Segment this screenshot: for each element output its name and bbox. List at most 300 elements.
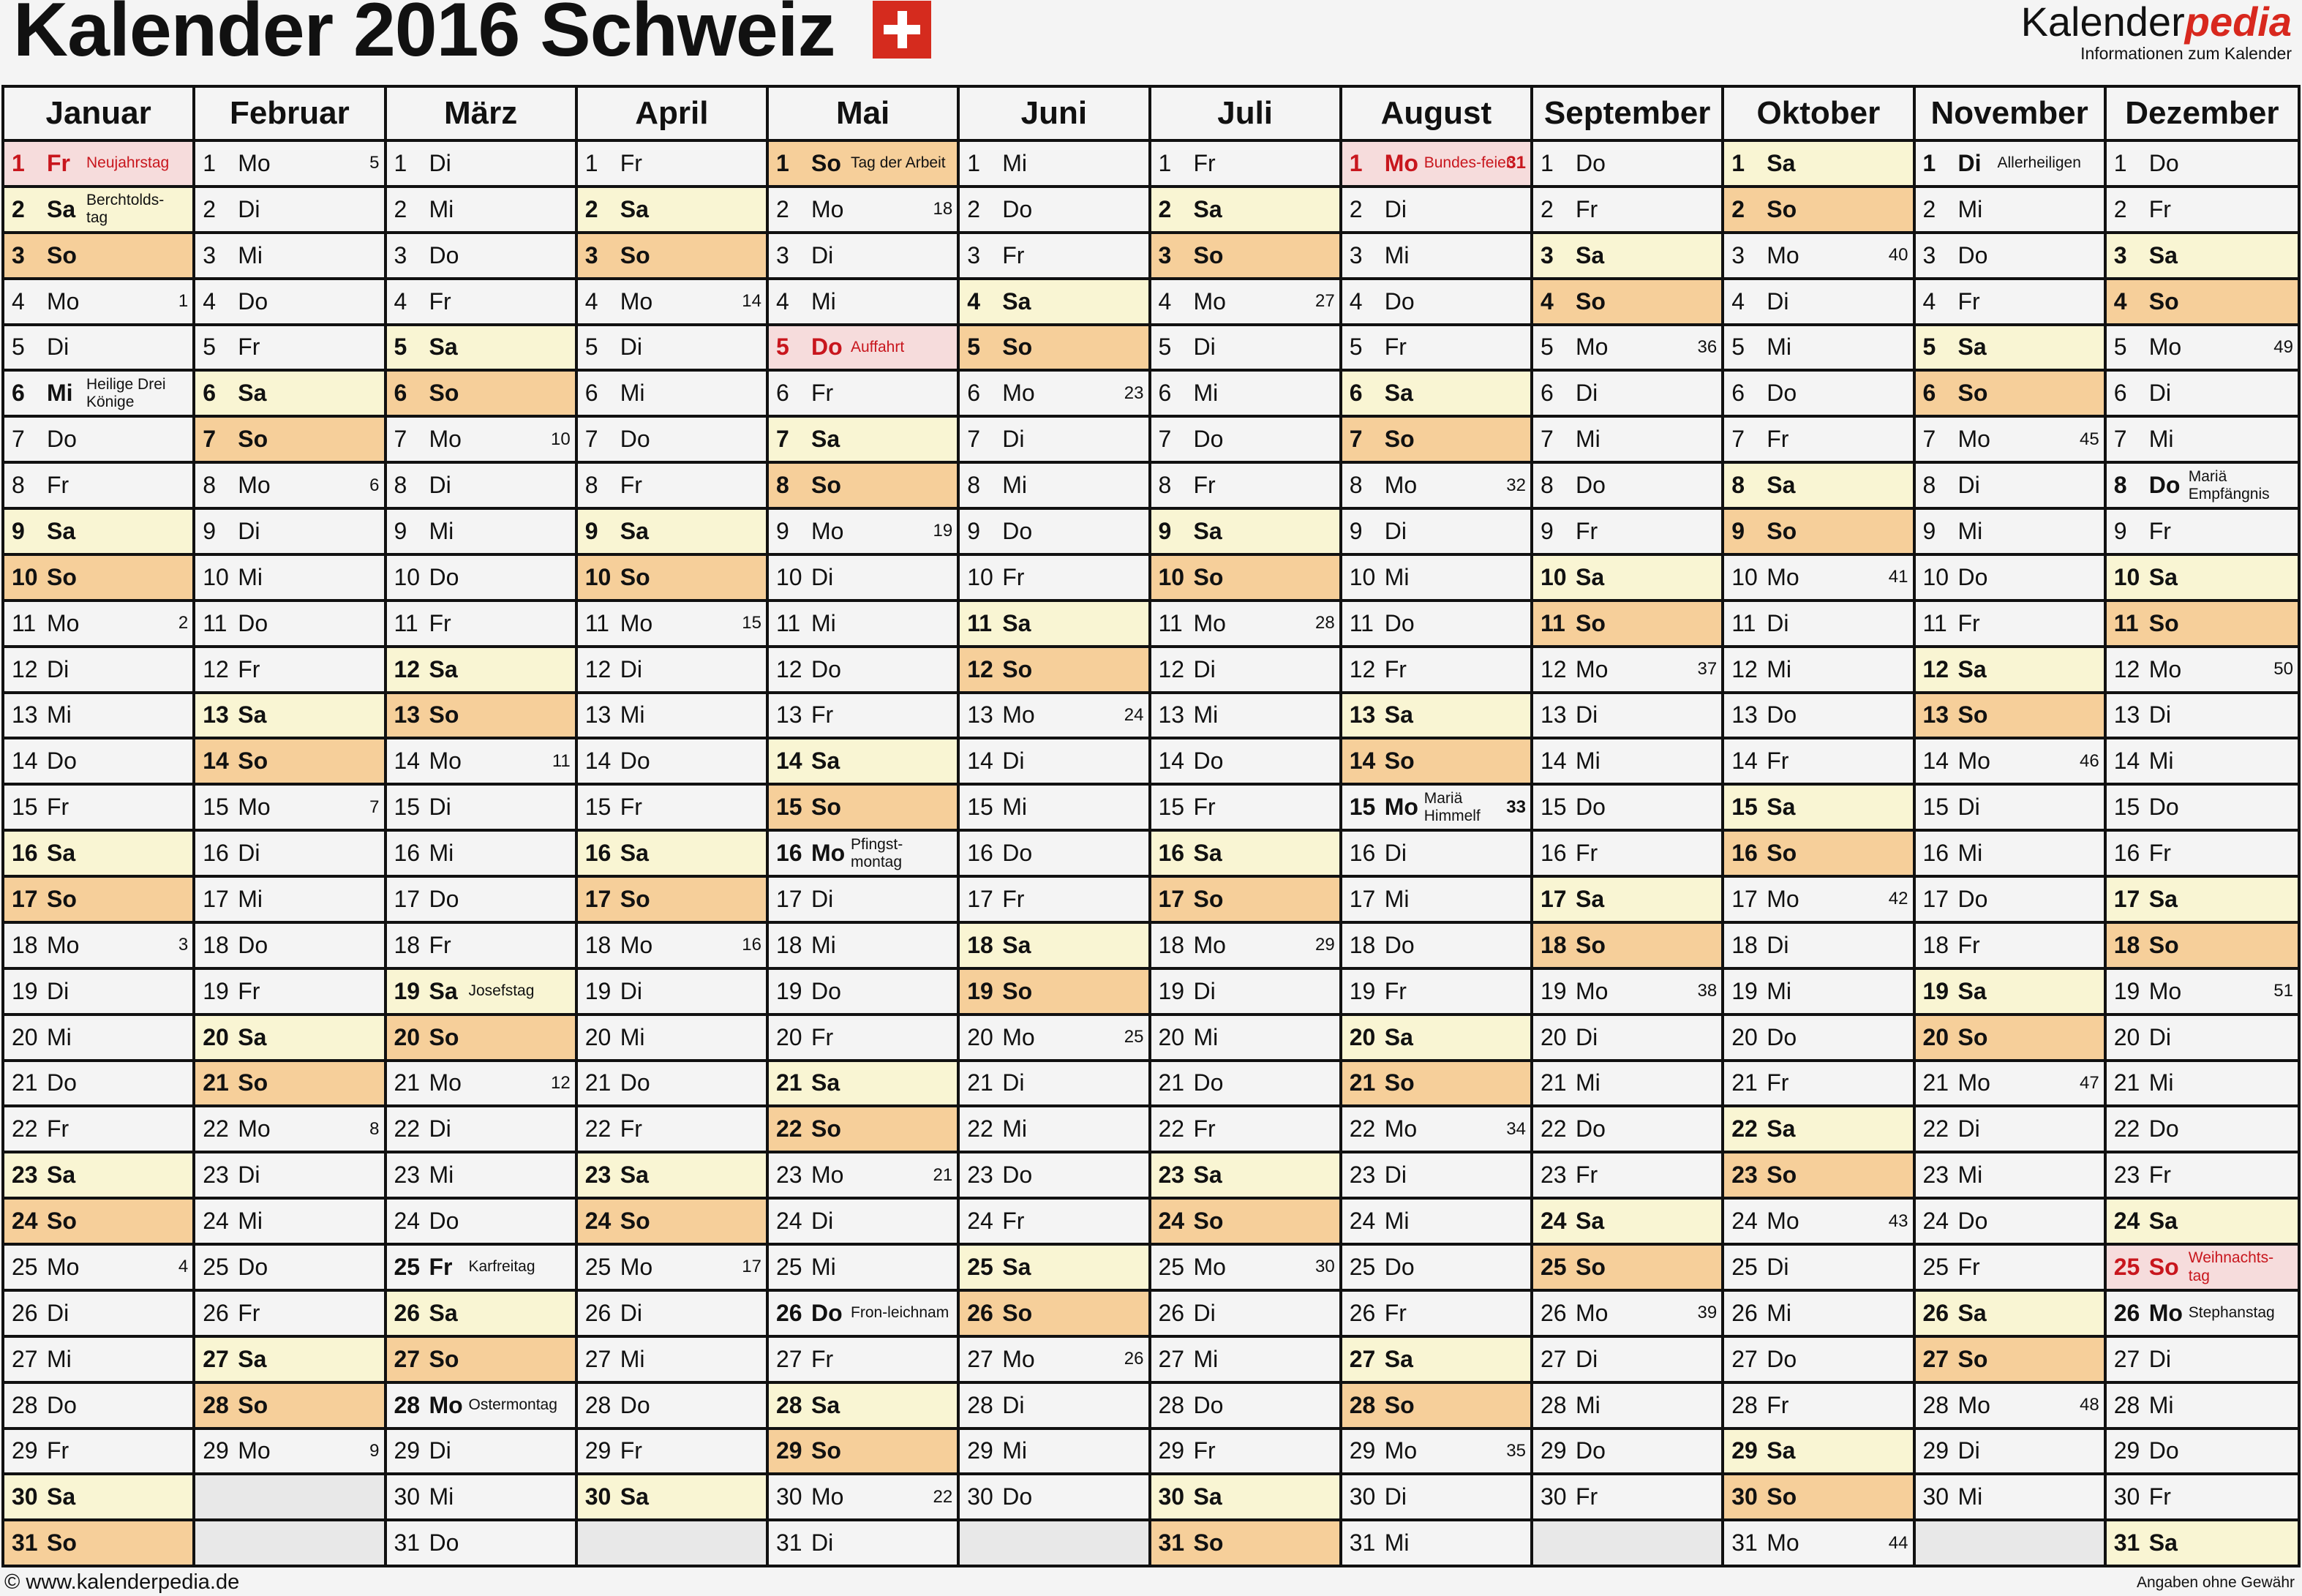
day-cell[interactable] xyxy=(4,1475,192,1521)
day-cell[interactable] xyxy=(1724,1062,1912,1108)
day-cell[interactable] xyxy=(4,372,192,418)
day-cell[interactable] xyxy=(960,188,1148,234)
day-cell[interactable] xyxy=(4,1016,192,1062)
day-cell[interactable] xyxy=(769,924,957,970)
day-cell[interactable] xyxy=(1533,1246,1721,1292)
day-cell[interactable] xyxy=(1151,970,1339,1016)
day-cell[interactable] xyxy=(1916,418,2104,464)
day-cell[interactable] xyxy=(387,464,575,510)
day-cell[interactable] xyxy=(195,326,383,372)
day-cell[interactable] xyxy=(578,556,766,602)
day-cell[interactable] xyxy=(1916,142,2104,188)
day-cell[interactable] xyxy=(1342,280,1530,326)
day-cell[interactable] xyxy=(1533,878,1721,924)
day-cell[interactable] xyxy=(1916,280,2104,326)
day-cell[interactable] xyxy=(960,648,1148,694)
day-cell[interactable] xyxy=(387,188,575,234)
day-cell[interactable] xyxy=(195,602,383,648)
day-cell[interactable] xyxy=(1342,1062,1530,1108)
day-cell[interactable] xyxy=(1724,1200,1912,1246)
day-cell[interactable] xyxy=(960,372,1148,418)
day-cell[interactable] xyxy=(769,1200,957,1246)
day-cell[interactable] xyxy=(1533,786,1721,832)
day-cell[interactable] xyxy=(387,832,575,878)
day-cell[interactable] xyxy=(1342,1430,1530,1476)
day-cell[interactable] xyxy=(769,832,957,878)
day-cell[interactable] xyxy=(769,739,957,786)
day-cell[interactable] xyxy=(1724,1521,1912,1565)
day-cell[interactable] xyxy=(578,648,766,694)
day-cell[interactable] xyxy=(1916,786,2104,832)
day-cell[interactable] xyxy=(1724,694,1912,740)
day-cell[interactable] xyxy=(1533,1107,1721,1153)
day-cell[interactable] xyxy=(1916,1153,2104,1200)
day-cell[interactable] xyxy=(4,280,192,326)
day-cell[interactable] xyxy=(1151,786,1339,832)
day-cell[interactable] xyxy=(1916,1200,2104,1246)
day-cell[interactable] xyxy=(578,510,766,556)
day-cell[interactable] xyxy=(1916,464,2104,510)
day-cell[interactable] xyxy=(2107,1292,2298,1338)
day-cell[interactable] xyxy=(387,1475,575,1521)
day-cell[interactable] xyxy=(1533,924,1721,970)
day-cell[interactable] xyxy=(1342,924,1530,970)
day-cell[interactable] xyxy=(195,188,383,234)
day-cell[interactable] xyxy=(387,786,575,832)
day-cell[interactable] xyxy=(960,1107,1148,1153)
day-cell[interactable] xyxy=(960,602,1148,648)
day-cell[interactable] xyxy=(1342,1384,1530,1430)
day-cell[interactable] xyxy=(1533,1200,1721,1246)
day-cell[interactable] xyxy=(578,372,766,418)
day-cell[interactable] xyxy=(4,464,192,510)
day-cell[interactable] xyxy=(2107,510,2298,556)
day-cell[interactable] xyxy=(578,1384,766,1430)
day-cell[interactable] xyxy=(1342,1338,1530,1384)
day-cell[interactable] xyxy=(769,970,957,1016)
day-cell[interactable] xyxy=(1916,1062,2104,1108)
day-cell[interactable] xyxy=(769,878,957,924)
day-cell[interactable] xyxy=(1916,832,2104,878)
day-cell[interactable] xyxy=(387,1107,575,1153)
day-cell[interactable] xyxy=(2107,1475,2298,1521)
day-cell[interactable] xyxy=(960,1384,1148,1430)
day-cell[interactable] xyxy=(1916,1292,2104,1338)
day-cell[interactable] xyxy=(1916,510,2104,556)
day-cell[interactable] xyxy=(1724,602,1912,648)
day-cell[interactable] xyxy=(960,694,1148,740)
day-cell[interactable] xyxy=(195,1062,383,1108)
day-cell[interactable] xyxy=(4,556,192,602)
day-cell[interactable] xyxy=(1151,1062,1339,1108)
day-cell[interactable] xyxy=(1533,1384,1721,1430)
day-cell[interactable] xyxy=(1916,1016,2104,1062)
day-cell[interactable] xyxy=(1151,602,1339,648)
day-cell[interactable] xyxy=(2107,234,2298,280)
day-cell[interactable] xyxy=(769,234,957,280)
day-cell[interactable] xyxy=(1342,1292,1530,1338)
day-cell[interactable] xyxy=(960,1475,1148,1521)
day-cell[interactable] xyxy=(1724,786,1912,832)
day-cell[interactable] xyxy=(1342,556,1530,602)
day-cell[interactable] xyxy=(2107,280,2298,326)
day-cell[interactable] xyxy=(4,1292,192,1338)
day-cell[interactable] xyxy=(960,739,1148,786)
copyright-link[interactable]: © www.kalenderpedia.de xyxy=(4,1570,240,1594)
day-cell[interactable] xyxy=(1342,648,1530,694)
day-cell[interactable] xyxy=(2107,372,2298,418)
day-cell[interactable] xyxy=(195,1384,383,1430)
day-cell[interactable] xyxy=(769,418,957,464)
day-cell[interactable] xyxy=(960,924,1148,970)
day-cell[interactable] xyxy=(1533,142,1721,188)
day-cell[interactable] xyxy=(387,1016,575,1062)
day-cell[interactable] xyxy=(387,510,575,556)
day-cell[interactable] xyxy=(578,878,766,924)
day-cell[interactable] xyxy=(1151,188,1339,234)
day-cell[interactable] xyxy=(4,1338,192,1384)
day-cell[interactable] xyxy=(387,1384,575,1430)
day-cell[interactable] xyxy=(2107,1246,2298,1292)
day-cell[interactable] xyxy=(2107,188,2298,234)
day-cell[interactable] xyxy=(1724,234,1912,280)
day-cell[interactable] xyxy=(1533,1292,1721,1338)
day-cell[interactable] xyxy=(578,602,766,648)
day-cell[interactable] xyxy=(960,1246,1148,1292)
day-cell[interactable] xyxy=(195,1292,383,1338)
day-cell[interactable] xyxy=(1533,1430,1721,1476)
day-cell[interactable] xyxy=(1151,1200,1339,1246)
day-cell[interactable] xyxy=(1724,1246,1912,1292)
day-cell[interactable] xyxy=(578,1430,766,1476)
day-cell[interactable] xyxy=(1151,142,1339,188)
day-cell[interactable] xyxy=(2107,1016,2298,1062)
day-cell[interactable] xyxy=(1533,418,1721,464)
day-cell[interactable] xyxy=(769,1062,957,1108)
day-cell[interactable] xyxy=(1151,832,1339,878)
day-cell[interactable] xyxy=(960,1062,1148,1108)
day-cell[interactable] xyxy=(769,1016,957,1062)
day-cell[interactable] xyxy=(578,280,766,326)
day-cell[interactable] xyxy=(1151,878,1339,924)
day-cell[interactable] xyxy=(2107,1384,2298,1430)
day-cell[interactable] xyxy=(4,1062,192,1108)
day-cell[interactable] xyxy=(387,1246,575,1292)
day-cell[interactable] xyxy=(2107,878,2298,924)
day-cell[interactable] xyxy=(195,464,383,510)
day-cell[interactable] xyxy=(387,1292,575,1338)
day-cell[interactable] xyxy=(1724,418,1912,464)
day-cell[interactable] xyxy=(960,970,1148,1016)
day-cell[interactable] xyxy=(1342,1153,1530,1200)
day-cell[interactable] xyxy=(769,602,957,648)
day-cell[interactable] xyxy=(1916,234,2104,280)
day-cell[interactable] xyxy=(1342,739,1530,786)
day-cell[interactable] xyxy=(387,970,575,1016)
day-cell[interactable] xyxy=(2107,1430,2298,1476)
day-cell[interactable] xyxy=(1724,556,1912,602)
day-cell[interactable] xyxy=(2107,694,2298,740)
day-cell[interactable] xyxy=(1916,602,2104,648)
day-cell[interactable] xyxy=(195,372,383,418)
day-cell[interactable] xyxy=(2107,1062,2298,1108)
day-cell[interactable] xyxy=(1916,924,2104,970)
day-cell[interactable] xyxy=(2107,786,2298,832)
day-cell[interactable] xyxy=(769,1246,957,1292)
day-cell[interactable] xyxy=(769,556,957,602)
day-cell[interactable] xyxy=(1724,188,1912,234)
day-cell[interactable] xyxy=(1342,970,1530,1016)
day-cell[interactable] xyxy=(578,1153,766,1200)
day-cell[interactable] xyxy=(1916,326,2104,372)
day-cell[interactable] xyxy=(578,970,766,1016)
day-cell[interactable] xyxy=(769,1107,957,1153)
day-cell[interactable] xyxy=(578,326,766,372)
day-cell[interactable] xyxy=(1533,602,1721,648)
day-cell[interactable] xyxy=(1342,832,1530,878)
day-cell[interactable] xyxy=(4,970,192,1016)
day-cell[interactable] xyxy=(1151,1107,1339,1153)
day-cell[interactable] xyxy=(2107,739,2298,786)
day-cell[interactable] xyxy=(578,1475,766,1521)
day-cell[interactable] xyxy=(195,1246,383,1292)
day-cell[interactable] xyxy=(1151,1384,1339,1430)
day-cell[interactable] xyxy=(960,280,1148,326)
day-cell[interactable] xyxy=(2107,832,2298,878)
day-cell[interactable] xyxy=(4,234,192,280)
day-cell[interactable] xyxy=(578,1200,766,1246)
day-cell[interactable] xyxy=(1342,1200,1530,1246)
day-cell[interactable] xyxy=(4,1246,192,1292)
day-cell[interactable] xyxy=(195,648,383,694)
day-cell[interactable] xyxy=(4,832,192,878)
day-cell[interactable] xyxy=(1533,510,1721,556)
day-cell[interactable] xyxy=(960,878,1148,924)
day-cell[interactable] xyxy=(1533,739,1721,786)
day-cell[interactable] xyxy=(387,556,575,602)
day-cell[interactable] xyxy=(1151,924,1339,970)
day-cell[interactable] xyxy=(1724,1107,1912,1153)
day-cell[interactable] xyxy=(1533,648,1721,694)
day-cell[interactable] xyxy=(2107,1107,2298,1153)
day-cell[interactable] xyxy=(4,602,192,648)
day-cell[interactable] xyxy=(1724,1292,1912,1338)
day-cell[interactable] xyxy=(4,1384,192,1430)
day-cell[interactable] xyxy=(1342,372,1530,418)
day-cell[interactable] xyxy=(1724,1338,1912,1384)
day-cell[interactable] xyxy=(960,556,1148,602)
day-cell[interactable] xyxy=(769,648,957,694)
day-cell[interactable] xyxy=(4,878,192,924)
day-cell[interactable] xyxy=(1342,1475,1530,1521)
day-cell[interactable] xyxy=(960,464,1148,510)
day-cell[interactable] xyxy=(387,1521,575,1565)
day-cell[interactable] xyxy=(1533,556,1721,602)
day-cell[interactable] xyxy=(1342,510,1530,556)
day-cell[interactable] xyxy=(195,556,383,602)
day-cell[interactable] xyxy=(195,1338,383,1384)
day-cell[interactable] xyxy=(1916,1107,2104,1153)
day-cell[interactable] xyxy=(195,786,383,832)
day-cell[interactable] xyxy=(1342,464,1530,510)
day-cell[interactable] xyxy=(195,280,383,326)
day-cell[interactable] xyxy=(578,694,766,740)
day-cell[interactable] xyxy=(195,142,383,188)
day-cell[interactable] xyxy=(1916,648,2104,694)
day-cell[interactable] xyxy=(1151,1430,1339,1476)
day-cell[interactable] xyxy=(4,1153,192,1200)
day-cell[interactable] xyxy=(769,280,957,326)
day-cell[interactable] xyxy=(1342,1016,1530,1062)
day-cell[interactable] xyxy=(2107,1521,2298,1565)
day-cell[interactable] xyxy=(1724,1430,1912,1476)
day-cell[interactable] xyxy=(2107,602,2298,648)
day-cell[interactable] xyxy=(4,924,192,970)
day-cell[interactable] xyxy=(4,1521,192,1565)
day-cell[interactable] xyxy=(578,924,766,970)
day-cell[interactable] xyxy=(1533,1062,1721,1108)
day-cell[interactable] xyxy=(769,786,957,832)
day-cell[interactable] xyxy=(195,1016,383,1062)
day-cell[interactable] xyxy=(1342,142,1530,188)
day-cell[interactable] xyxy=(1724,832,1912,878)
day-cell[interactable] xyxy=(4,786,192,832)
day-cell[interactable] xyxy=(1916,556,2104,602)
day-cell[interactable] xyxy=(1916,739,2104,786)
day-cell[interactable] xyxy=(578,234,766,280)
day-cell[interactable] xyxy=(195,1200,383,1246)
day-cell[interactable] xyxy=(1342,786,1530,832)
day-cell[interactable] xyxy=(1724,739,1912,786)
day-cell[interactable] xyxy=(578,1246,766,1292)
day-cell[interactable] xyxy=(387,924,575,970)
day-cell[interactable] xyxy=(578,832,766,878)
day-cell[interactable] xyxy=(387,372,575,418)
day-cell[interactable] xyxy=(1151,418,1339,464)
day-cell[interactable] xyxy=(578,739,766,786)
day-cell[interactable] xyxy=(1342,1521,1530,1565)
day-cell[interactable] xyxy=(769,694,957,740)
day-cell[interactable] xyxy=(1724,142,1912,188)
day-cell[interactable] xyxy=(195,1430,383,1476)
day-cell[interactable] xyxy=(1151,372,1339,418)
day-cell[interactable] xyxy=(4,694,192,740)
day-cell[interactable] xyxy=(2107,648,2298,694)
day-cell[interactable] xyxy=(1916,1338,2104,1384)
day-cell[interactable] xyxy=(1724,1475,1912,1521)
day-cell[interactable] xyxy=(1916,1430,2104,1476)
day-cell[interactable] xyxy=(960,1153,1148,1200)
day-cell[interactable] xyxy=(195,418,383,464)
day-cell[interactable] xyxy=(2107,326,2298,372)
day-cell[interactable] xyxy=(387,602,575,648)
day-cell[interactable] xyxy=(4,739,192,786)
day-cell[interactable] xyxy=(387,234,575,280)
day-cell[interactable] xyxy=(1533,188,1721,234)
day-cell[interactable] xyxy=(2107,970,2298,1016)
day-cell[interactable] xyxy=(769,188,957,234)
day-cell[interactable] xyxy=(1342,1246,1530,1292)
day-cell[interactable] xyxy=(1916,878,2104,924)
day-cell[interactable] xyxy=(960,326,1148,372)
day-cell[interactable] xyxy=(1151,464,1339,510)
day-cell[interactable] xyxy=(4,1200,192,1246)
day-cell[interactable] xyxy=(387,1153,575,1200)
day-cell[interactable] xyxy=(1342,326,1530,372)
day-cell[interactable] xyxy=(578,142,766,188)
day-cell[interactable] xyxy=(578,1107,766,1153)
day-cell[interactable] xyxy=(1151,1153,1339,1200)
day-cell[interactable] xyxy=(1151,1292,1339,1338)
day-cell[interactable] xyxy=(1724,1016,1912,1062)
day-cell[interactable] xyxy=(195,832,383,878)
day-cell[interactable] xyxy=(1533,694,1721,740)
day-cell[interactable] xyxy=(1916,372,2104,418)
day-cell[interactable] xyxy=(1342,602,1530,648)
day-cell[interactable] xyxy=(769,1153,957,1200)
day-cell[interactable] xyxy=(2107,556,2298,602)
day-cell[interactable] xyxy=(387,280,575,326)
day-cell[interactable] xyxy=(2107,142,2298,188)
day-cell[interactable] xyxy=(1724,1153,1912,1200)
day-cell[interactable] xyxy=(960,1430,1148,1476)
day-cell[interactable] xyxy=(195,1107,383,1153)
day-cell[interactable] xyxy=(769,464,957,510)
day-cell[interactable] xyxy=(4,510,192,556)
day-cell[interactable] xyxy=(1151,510,1339,556)
day-cell[interactable] xyxy=(769,142,957,188)
brand-logo[interactable] xyxy=(2021,1,2292,64)
day-cell[interactable] xyxy=(1151,1338,1339,1384)
day-cell[interactable] xyxy=(387,1062,575,1108)
day-cell[interactable] xyxy=(4,1430,192,1476)
day-cell[interactable] xyxy=(1342,878,1530,924)
day-cell[interactable] xyxy=(195,739,383,786)
day-cell[interactable] xyxy=(578,188,766,234)
day-cell[interactable] xyxy=(769,1430,957,1476)
day-cell[interactable] xyxy=(195,1153,383,1200)
day-cell[interactable] xyxy=(1724,648,1912,694)
day-cell[interactable] xyxy=(387,878,575,924)
day-cell[interactable] xyxy=(1724,878,1912,924)
day-cell[interactable] xyxy=(1533,970,1721,1016)
day-cell[interactable] xyxy=(769,510,957,556)
day-cell[interactable] xyxy=(1916,1246,2104,1292)
day-cell[interactable] xyxy=(195,878,383,924)
day-cell[interactable] xyxy=(195,510,383,556)
day-cell[interactable] xyxy=(1724,464,1912,510)
day-cell[interactable] xyxy=(4,326,192,372)
day-cell[interactable] xyxy=(195,694,383,740)
day-cell[interactable] xyxy=(1533,832,1721,878)
day-cell[interactable] xyxy=(2107,464,2298,510)
day-cell[interactable] xyxy=(1533,1338,1721,1384)
day-cell[interactable] xyxy=(1724,1384,1912,1430)
day-cell[interactable] xyxy=(387,648,575,694)
day-cell[interactable] xyxy=(1151,739,1339,786)
day-cell[interactable] xyxy=(4,648,192,694)
day-cell[interactable] xyxy=(960,510,1148,556)
day-cell[interactable] xyxy=(1533,234,1721,280)
day-cell[interactable] xyxy=(1916,1384,2104,1430)
day-cell[interactable] xyxy=(387,739,575,786)
day-cell[interactable] xyxy=(1533,1016,1721,1062)
day-cell[interactable] xyxy=(1533,372,1721,418)
day-cell[interactable] xyxy=(578,418,766,464)
day-cell[interactable] xyxy=(195,970,383,1016)
day-cell[interactable] xyxy=(1724,510,1912,556)
day-cell[interactable] xyxy=(387,694,575,740)
